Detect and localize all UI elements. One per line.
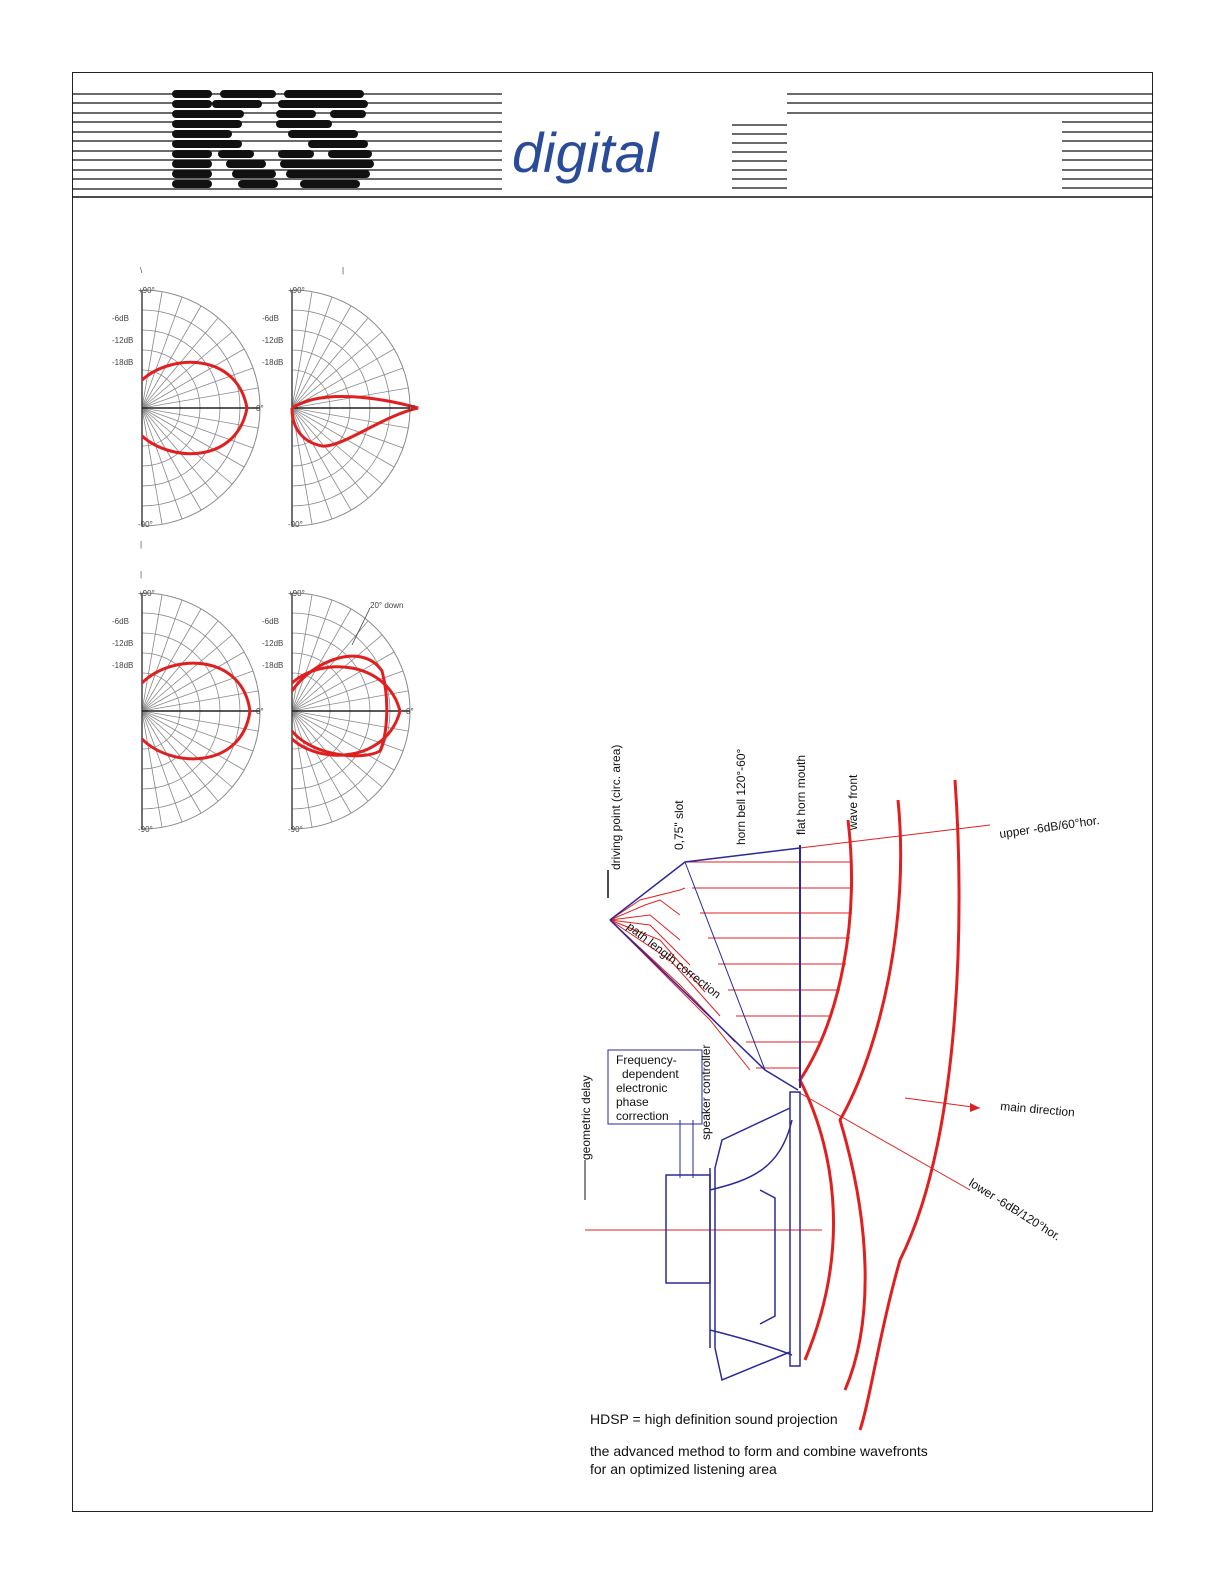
marker-top-left: \	[140, 266, 143, 275]
label-driving-point: driving point (circ. area)	[609, 744, 623, 870]
bl-angle-right: 0°	[256, 707, 264, 716]
tr-angle-bottom: -90°	[288, 520, 303, 529]
tr-db-6: -6dB	[262, 314, 279, 323]
ks-logo	[172, 90, 374, 188]
br-angle-top: +90°	[288, 589, 305, 598]
br-angle-right: 0°	[406, 707, 414, 716]
label-path-length: path length correction	[624, 919, 724, 1002]
label-horn-bell: horn bell 120°-60°	[734, 748, 748, 845]
br-db-6: -6dB	[262, 617, 279, 626]
label-main-direction: main direction	[999, 1099, 1076, 1120]
horn-diagram	[560, 720, 1120, 1440]
caption-line-2: for an optimized listening area	[590, 1461, 777, 1477]
box-line-2: dependent	[622, 1067, 679, 1081]
label-wave-front: wave front	[846, 774, 860, 830]
br-angle-bottom: -90°	[288, 825, 303, 834]
marker-bottom-left-2: |	[140, 570, 143, 579]
box-line-4: phase	[616, 1095, 649, 1109]
tr-angle-right: 0°	[408, 404, 416, 413]
logo-script: digital	[512, 121, 659, 184]
label-geometric-delay: geometric delay	[579, 1075, 593, 1160]
box-line-1: Frequency-	[616, 1053, 677, 1067]
label-upper: upper -6dB/60°hor.	[998, 813, 1101, 841]
br-annotation: 20° down	[370, 601, 404, 610]
label-flat-horn-mouth: flat horn mouth	[794, 754, 808, 835]
box-line-3: electronic	[616, 1081, 668, 1095]
tr-angle-top: +90°	[288, 286, 305, 295]
polar-plot-top-right	[292, 290, 418, 526]
br-db-18: -18dB	[262, 661, 284, 670]
bl-angle-top: +90°	[138, 589, 155, 598]
polar-plot-top-left	[142, 290, 260, 526]
bl-db-18: -18dB	[112, 661, 134, 670]
br-db-12: -12dB	[262, 639, 284, 648]
bl-db-12: -12dB	[112, 639, 134, 648]
caption	[590, 1410, 1110, 1478]
tr-db-12: -12dB	[262, 336, 284, 345]
polar-plot-bottom-left	[142, 593, 260, 829]
caption-line-1: the advanced method to form and combine wavefronts	[590, 1443, 928, 1459]
tl-angle-top: +90°	[138, 286, 155, 295]
polar-plots	[100, 255, 440, 875]
marker-bottom-left: |	[140, 540, 143, 549]
label-speaker-controller: speaker controller	[699, 1044, 713, 1140]
label-lower: lower -6dB/120°hor.	[966, 1175, 1064, 1244]
tl-db-6: -6dB	[112, 314, 129, 323]
label-slot: 0,75" slot	[672, 800, 686, 850]
tl-db-12: -12dB	[112, 336, 134, 345]
marker-top-right: |	[342, 266, 345, 275]
tr-db-18: -18dB	[262, 358, 284, 367]
header-band	[72, 80, 1153, 210]
polar-plot-bottom-right	[292, 593, 410, 829]
bl-db-6: -6dB	[112, 617, 129, 626]
box-line-5: correction	[616, 1109, 669, 1123]
tl-angle-bottom: -90°	[138, 520, 153, 529]
bl-angle-bottom: -90°	[138, 825, 153, 834]
tl-angle-right: 0°	[256, 404, 264, 413]
tl-db-18: -18dB	[112, 358, 134, 367]
caption-title: HDSP = high definition sound projection	[590, 1411, 838, 1427]
